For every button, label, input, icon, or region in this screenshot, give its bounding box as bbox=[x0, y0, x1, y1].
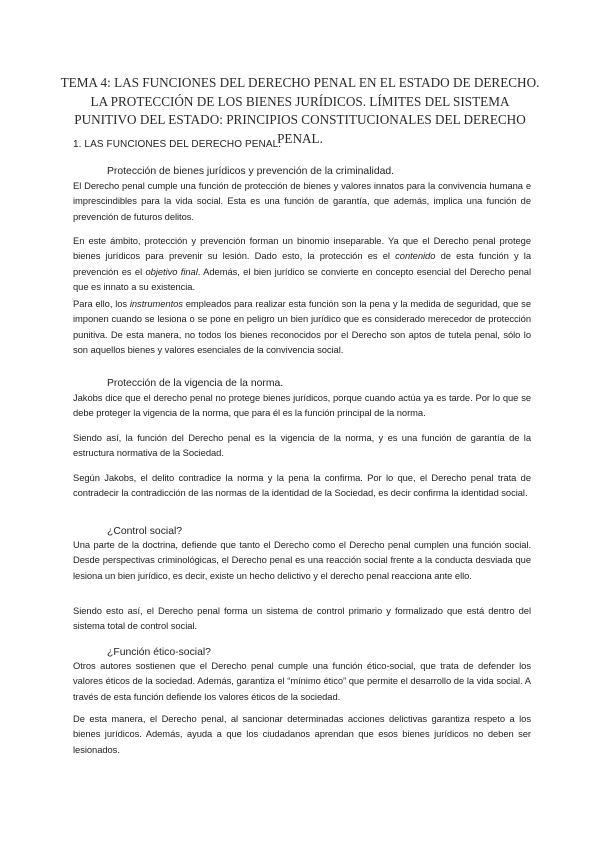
paragraph: Para ello, los instrumentos empleados para realizar esta función son la pena y la medida de seguridad, que se imponen cuando se lesiona o se pone en peligro un bien jurídico que es considerado merecedor de protección punitiva. De esta manera, no todos los bienes reconocidos por el Derecho son aptos de tutela penal, sólo lo son aquellos bienes y valores esenciales de la convivencia social. bbox=[73, 298, 531, 355]
subsection-heading-control-social: ¿Control social? bbox=[107, 526, 183, 537]
paragraph: Según Jakobs, el delito contradice la norma y la pena la confirma. Por lo que, el Derecho penal trata de contradecir la contradicción de las normas de la identidad de la Sociedad, es decir confirma la identidad social. bbox=[73, 472, 531, 499]
section-heading: 1. LAS FUNCIONES DEL DERECHO PENAL. bbox=[73, 139, 282, 150]
document-title: TEMA 4: LAS FUNCIONES DEL DERECHO PENAL EN EL ESTADO DE DERECHO. LA PROTECCIÓN DE LOS BIENES JURÍDICOS. LÍMITES DEL SISTEMA PUNITIVO DEL ESTADO: PRINCIPIOS CONSTITUCIONALES DEL DERECHO PENAL. bbox=[60, 75, 540, 146]
paragraph: Una parte de la doctrina, defiende que tanto el Derecho como el Derecho penal cumplen una función social. Desde perspectivas criminológicas, el Derecho penal es una reacción social frente a la conducta desviada que lesiona un bien jurídico, es decir, existe un hecho delictivo y el derecho penal reacciona ante ello. bbox=[73, 539, 531, 581]
subsection-heading-vigencia-norma: Protección de la vigencia de la norma. bbox=[107, 378, 284, 389]
subsection-heading-proteccion-bienes: Protección de bienes jurídicos y prevención de la criminalidad. bbox=[107, 166, 395, 177]
paragraph: Siendo esto así, el Derecho penal forma un sistema de control primario y formalizado que está dentro del sistema total de control social. bbox=[73, 605, 531, 632]
paragraph: Siendo así, la función del Derecho penal es la vigencia de la norma, y es una función de garantía de la estructura normativa de la Sociedad. bbox=[73, 432, 531, 459]
subsection-heading-funcion-etico-social: ¿Función ético-social? bbox=[107, 647, 211, 658]
paragraph: En este ámbito, protección y prevención forman un binomio inseparable. Ya que el Derecho penal protege bienes jurídicos para prevenir su lesión. Dado esto, la protección es el contenido de esta función y la prevención es el objetivo final. Además, el bien jurídico se convierte en concepto esencial del Derecho penal que es innato a su existencia. bbox=[73, 235, 532, 292]
paragraph: Jakobs dice que el derecho penal no protege bienes jurídicos, porque cuando actúa ya es tarde. Por lo que se debe proteger la vigencia de la norma, que para él es la función principal de la norma. bbox=[73, 392, 531, 419]
paragraph: Otros autores sostienen que el Derecho penal cumple una función ético-social, que trata de defender los valores éticos de la sociedad. Además, garantiza el “mínimo ético” que permite el desarrollo de la vida social. A través de esta función defiende los valores éticos de la sociedad. bbox=[73, 660, 531, 702]
paragraph: El Derecho penal cumple una función de protección de bienes y valores innatos para la convivencia humana e imprescindibles para la vida social. Esta es una función de garantía, que además, implica una función de prevención de futuros delitos. bbox=[73, 180, 531, 222]
paragraph: De esta manera, el Derecho penal, al sancionar determinadas acciones delictivas garantiza respeto a los bienes jurídicos. Además, ayuda a que los ciudadanos aprendan que esos bienes jurídicos no deben ser lesionados. bbox=[73, 713, 531, 755]
